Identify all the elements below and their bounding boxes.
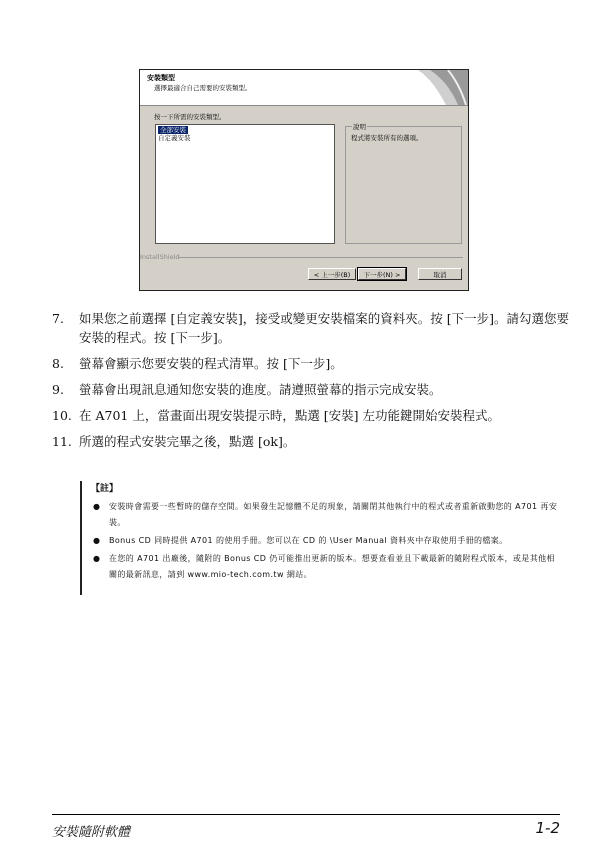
list-item-custom-install[interactable]: 自定義安裝: [158, 134, 191, 142]
step-text: 螢幕會出現訊息通知您安裝的進度。請遵照螢幕的指示完成安裝。: [79, 382, 442, 397]
note-box: [80, 481, 562, 595]
step-item: [52, 432, 572, 451]
step-text: 所選的程式安裝完畢之後，點選 [ok]。: [79, 434, 296, 449]
bullet-icon: ●: [93, 554, 101, 563]
step-item: [52, 309, 572, 347]
steps-list: [52, 309, 572, 458]
dialog-title: 安裝類型: [147, 74, 175, 82]
note-text: 安裝時會需要一些暫時的儲存空間。如果發生記憶體不足的現象，請關閉其他執行中的程式或者重新啟動您的 A701 再安裝。: [109, 502, 558, 527]
description-legend: 說明: [353, 123, 366, 131]
install-type-list[interactable]: [155, 124, 335, 244]
step-number: 8.: [52, 356, 64, 371]
dialog-header: [140, 70, 468, 106]
footer-rule: [52, 814, 560, 815]
install-type-dialog: [139, 69, 469, 291]
description-group: [345, 123, 462, 244]
brand-divider: [178, 257, 463, 258]
footer-page-number: 1-2: [535, 819, 560, 837]
step-text: 如果您之前選擇 [自定義安裝]，接受或變更安裝檔案的資料夾。按 [下一步]。請勾選您要安裝的程式。按 [下一步]。: [79, 311, 569, 345]
bullet-icon: ●: [93, 536, 101, 545]
description-text: 程式將安裝所有的選項。: [351, 134, 423, 142]
step-number: 7.: [52, 311, 64, 326]
footer-section-title: 安裝隨附軟體: [52, 825, 131, 840]
step-item: [52, 406, 572, 425]
list-item-full-install[interactable]: 全部安裝: [160, 126, 186, 134]
note-item: [91, 499, 562, 531]
next-button[interactable]: 下一步(N) >: [358, 268, 406, 280]
step-item: [52, 380, 572, 399]
note-item: [91, 533, 562, 549]
dialog-subtitle: 選擇最適合自己需要的安裝類型。: [154, 84, 252, 92]
step-text: 螢幕會顯示您要安裝的程式清單。按 [下一步]。: [79, 356, 343, 371]
step-item: [52, 354, 572, 373]
step-number: 9.: [52, 382, 64, 397]
bullet-icon: ●: [93, 502, 101, 511]
note-item: [91, 551, 562, 583]
note-text: 在您的 A701 出廠後，隨附的 Bonus CD 仍可能推出更新的版本。想要查看並且下載最新的隨附程式版本，或是其他相關的最新訊息，請到 www.mio-tech.com.tw 網站。: [109, 554, 555, 579]
note-title: 【註】: [91, 484, 119, 494]
wizard-page-curl-icon: [408, 70, 468, 105]
step-number: 10.: [52, 408, 72, 423]
note-text: Bonus CD 同時提供 A701 的使用手冊。您可以在 CD 的 \User Manual 資料夾中存取使用手冊的檔案。: [109, 536, 508, 545]
back-button[interactable]: < 上一步(B): [308, 268, 356, 280]
installshield-brand: InstallShield: [140, 253, 180, 261]
step-text: 在 A701 上，當畫面出現安裝提示時，點選 [安裝] 左功能鍵開始安裝程式。: [79, 408, 501, 423]
dialog-prompt: 按一下所需的安裝類型。: [154, 113, 226, 121]
cancel-button[interactable]: 取消: [418, 268, 462, 280]
step-number: 11.: [52, 434, 72, 449]
